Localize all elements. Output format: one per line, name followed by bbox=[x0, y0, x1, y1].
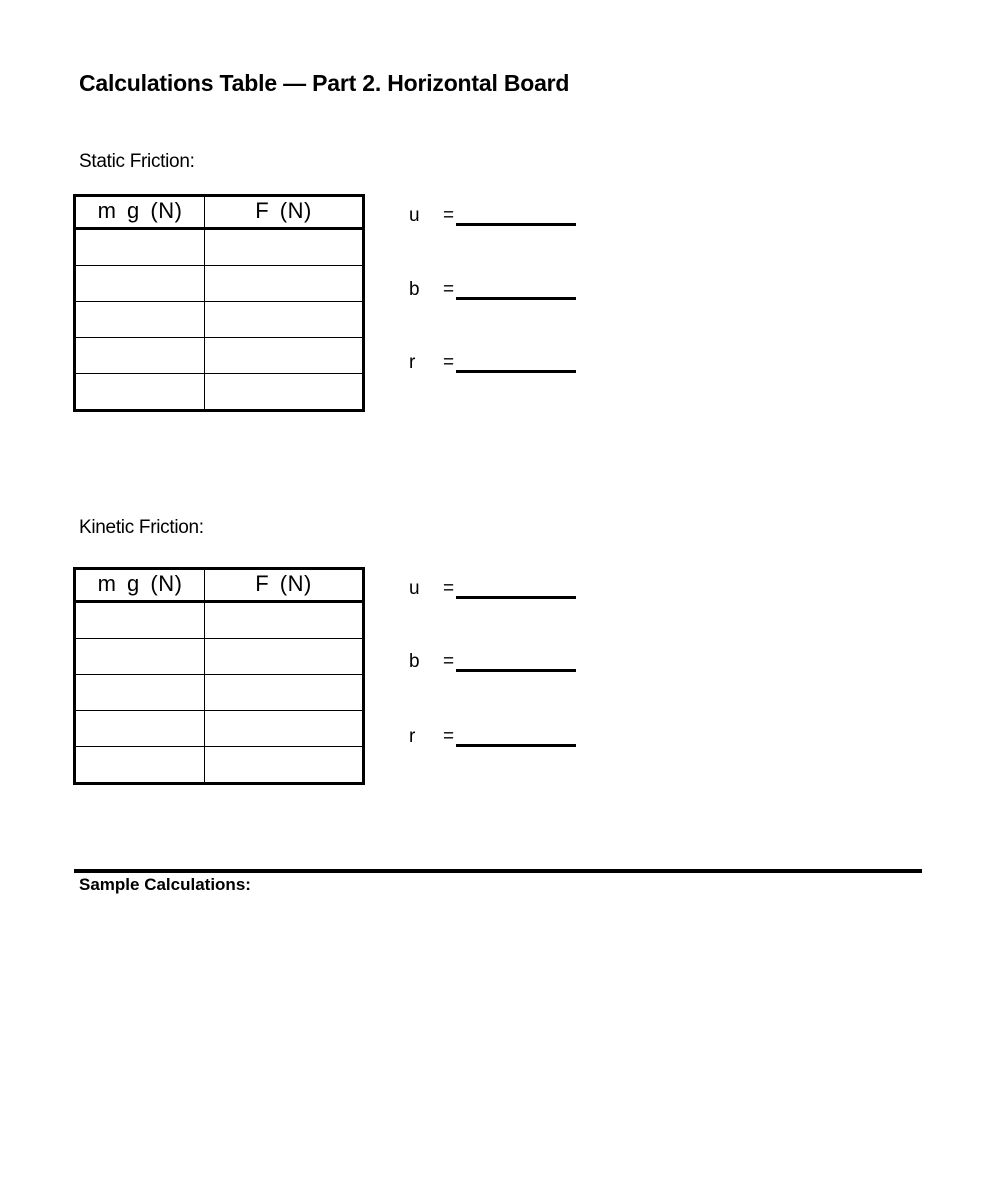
table-row bbox=[75, 675, 364, 711]
kinetic-friction-table bbox=[73, 567, 365, 785]
kinetic-b-blank[interactable] bbox=[456, 669, 576, 672]
table-row bbox=[75, 711, 364, 747]
static-u-equals: = bbox=[443, 205, 455, 226]
table-cell-f[interactable] bbox=[205, 711, 364, 747]
table-cell-mg[interactable] bbox=[75, 374, 205, 411]
table-cell-f[interactable] bbox=[205, 602, 364, 639]
kinetic-b-equals: = bbox=[443, 651, 455, 672]
kinetic-b-field bbox=[409, 651, 579, 675]
table-row bbox=[75, 229, 364, 266]
table-cell-f[interactable] bbox=[205, 229, 364, 266]
column-header-mg bbox=[75, 196, 205, 229]
table-cell-mg[interactable] bbox=[75, 602, 205, 639]
table-cell-f[interactable] bbox=[205, 266, 364, 302]
static-b-equals: = bbox=[443, 279, 455, 300]
table-cell-mg[interactable] bbox=[75, 675, 205, 711]
table-row bbox=[75, 338, 364, 374]
column-header-mg bbox=[75, 569, 205, 602]
column-header-mg-text: m g (N) bbox=[97, 571, 183, 596]
column-header-f-text: F (N) bbox=[255, 198, 312, 223]
table-cell-f[interactable] bbox=[205, 747, 364, 784]
column-header-f-text: F (N) bbox=[255, 571, 312, 596]
static-r-blank[interactable] bbox=[456, 370, 576, 373]
table-cell-mg[interactable] bbox=[75, 338, 205, 374]
table-cell-f[interactable] bbox=[205, 639, 364, 675]
kinetic-u-blank[interactable] bbox=[456, 596, 576, 599]
table-row bbox=[75, 639, 364, 675]
table-cell-f[interactable] bbox=[205, 374, 364, 411]
kinetic-friction-label: Kinetic Friction: bbox=[79, 517, 204, 538]
kinetic-r-symbol: r bbox=[409, 726, 416, 747]
kinetic-u-field bbox=[409, 578, 579, 602]
static-b-field bbox=[409, 279, 579, 303]
static-r-equals: = bbox=[443, 352, 455, 373]
table-cell-mg[interactable] bbox=[75, 266, 205, 302]
table-cell-f[interactable] bbox=[205, 302, 364, 338]
static-b-symbol: b bbox=[409, 279, 420, 300]
table-cell-mg[interactable] bbox=[75, 639, 205, 675]
table-cell-mg[interactable] bbox=[75, 302, 205, 338]
table-row bbox=[75, 302, 364, 338]
table-header-row bbox=[75, 569, 364, 602]
kinetic-b-symbol: b bbox=[409, 651, 420, 672]
table-cell-mg[interactable] bbox=[75, 711, 205, 747]
table-cell-mg[interactable] bbox=[75, 747, 205, 784]
table-row bbox=[75, 266, 364, 302]
static-b-blank[interactable] bbox=[456, 297, 576, 300]
static-friction-label: Static Friction: bbox=[79, 151, 195, 172]
table-row bbox=[75, 374, 364, 411]
kinetic-r-equals: = bbox=[443, 726, 455, 747]
table-cell-f[interactable] bbox=[205, 675, 364, 711]
static-u-symbol: u bbox=[409, 205, 420, 226]
sample-calculations-label: Sample Calculations: bbox=[79, 875, 251, 894]
kinetic-u-symbol: u bbox=[409, 578, 420, 599]
section-divider bbox=[74, 869, 922, 873]
static-u-blank[interactable] bbox=[456, 223, 576, 226]
static-u-field bbox=[409, 205, 579, 229]
kinetic-r-field bbox=[409, 726, 579, 750]
kinetic-u-equals: = bbox=[443, 578, 455, 599]
table-row bbox=[75, 747, 364, 784]
page-title: Calculations Table — Part 2. Horizontal Board bbox=[79, 70, 570, 96]
column-header-f bbox=[205, 196, 364, 229]
column-header-f bbox=[205, 569, 364, 602]
static-friction-table bbox=[73, 194, 365, 412]
table-header-row bbox=[75, 196, 364, 229]
kinetic-r-blank[interactable] bbox=[456, 744, 576, 747]
table-cell-mg[interactable] bbox=[75, 229, 205, 266]
static-r-field bbox=[409, 352, 579, 376]
table-cell-f[interactable] bbox=[205, 338, 364, 374]
column-header-mg-text: m g (N) bbox=[97, 198, 183, 223]
table-row bbox=[75, 602, 364, 639]
static-r-symbol: r bbox=[409, 352, 416, 373]
